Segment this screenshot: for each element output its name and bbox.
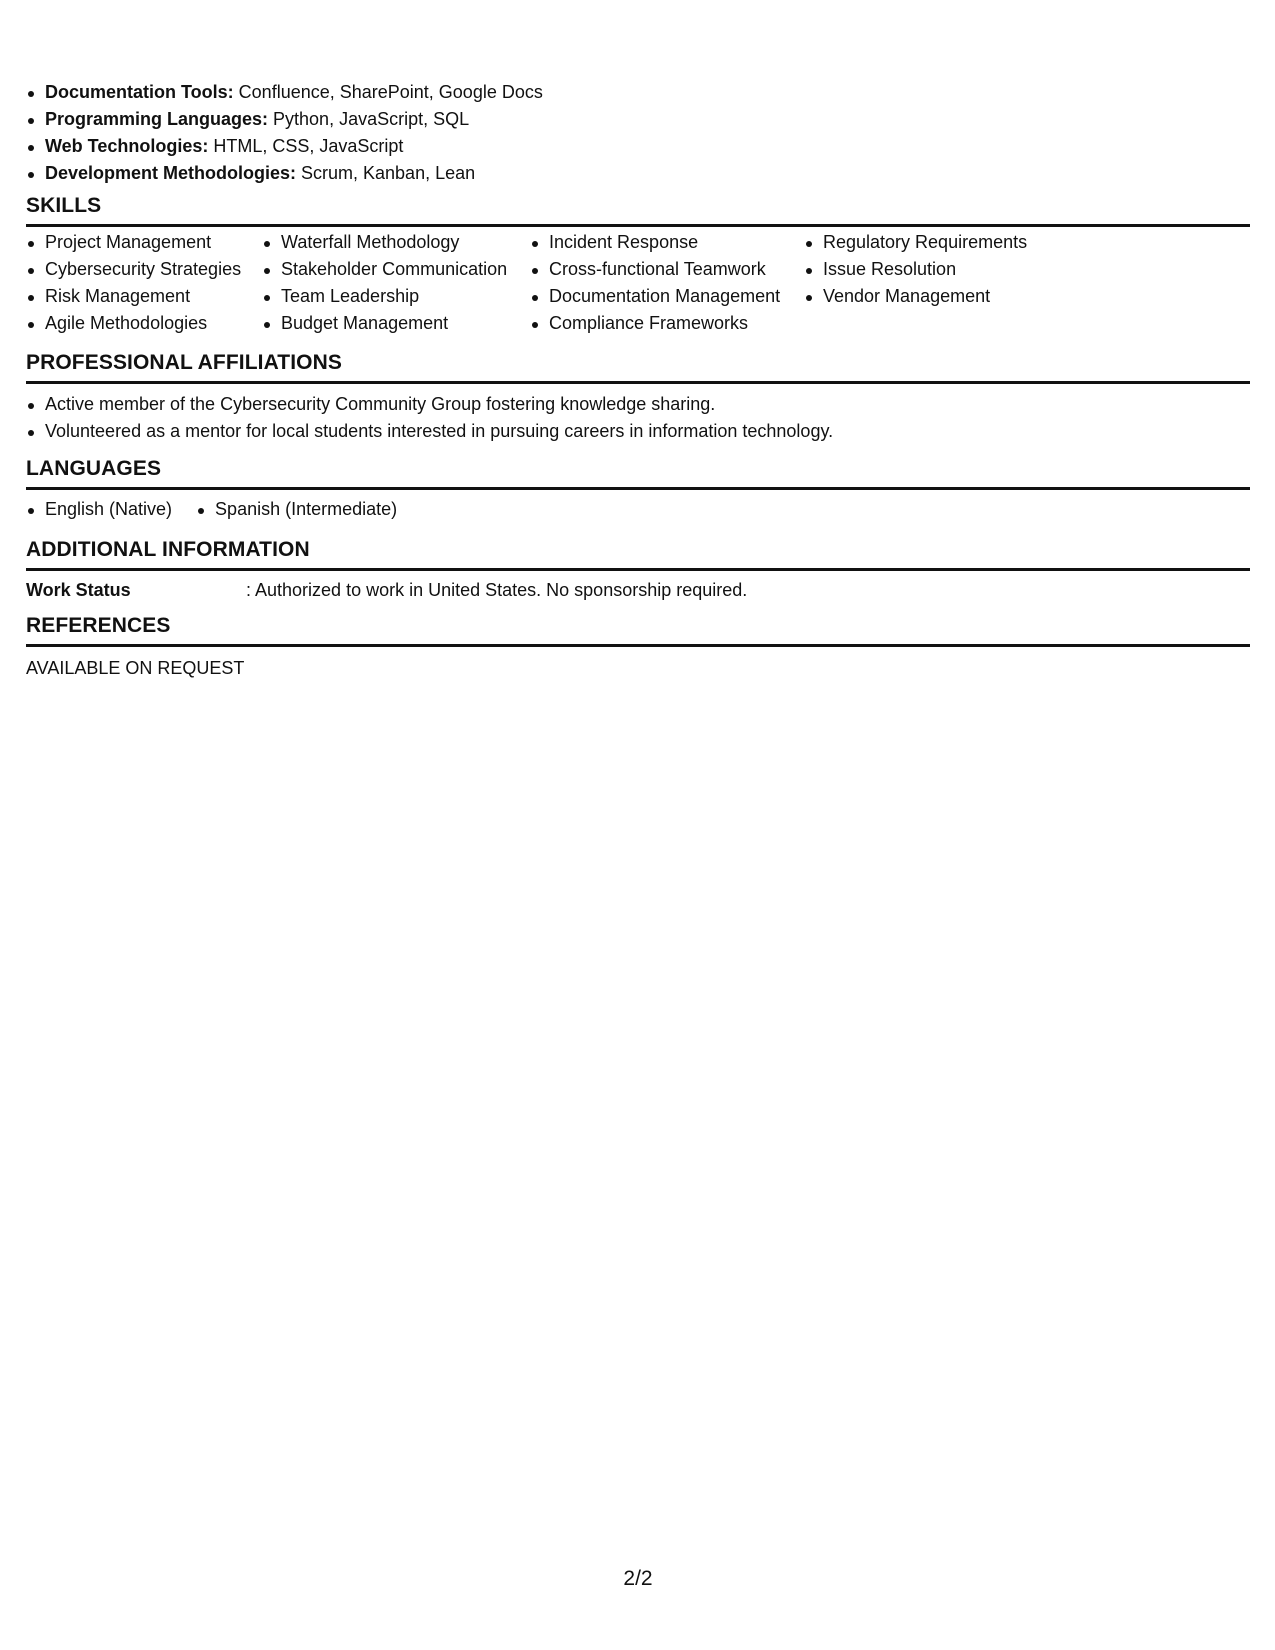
work-status-value: : Authorized to work in United States. No sponsorship required. <box>246 580 748 600</box>
tools-item: Web Technologies: HTML, CSS, JavaScript <box>26 133 543 160</box>
skill-item: Cybersecurity Strategies <box>26 256 241 283</box>
skill-item: Team Leadership <box>262 283 507 310</box>
languages-list <box>26 496 1250 523</box>
affiliation-item: Volunteered as a mentor for local students interested in pursuing careers in information technology. <box>26 418 1250 445</box>
work-status-label: Work Status <box>26 580 131 600</box>
resume-page <box>26 0 1250 1650</box>
tools-item: Programming Languages: Python, JavaScript, SQL <box>26 106 543 133</box>
affiliation-item: Active member of the Cybersecurity Community Group fostering knowledge sharing. <box>26 391 1250 418</box>
skill-item: Compliance Frameworks <box>530 310 780 337</box>
tools-item: Documentation Tools: Confluence, SharePoint, Google Docs <box>26 79 543 106</box>
skills-heading: SKILLS <box>26 193 1250 227</box>
skill-item: Waterfall Methodology <box>262 229 507 256</box>
language-item: Spanish (Intermediate) <box>196 496 397 523</box>
skill-item: Project Management <box>26 229 241 256</box>
references-section <box>26 613 1250 682</box>
references-text: AVAILABLE ON REQUEST <box>26 658 245 678</box>
languages-heading: LANGUAGES <box>26 456 1250 490</box>
references-heading: REFERENCES <box>26 613 1250 647</box>
skill-item: Incident Response <box>530 229 780 256</box>
skill-item: Vendor Management <box>804 283 1027 310</box>
skill-item: Agile Methodologies <box>26 310 241 337</box>
skill-item: Regulatory Requirements <box>804 229 1027 256</box>
skill-item: Cross-functional Teamwork <box>530 256 780 283</box>
skill-item: Issue Resolution <box>804 256 1027 283</box>
page-number: 2/2 <box>623 1567 653 1590</box>
additional-info-section <box>26 537 1250 604</box>
skills-column-2 <box>262 229 507 337</box>
skills-grid <box>26 229 1250 345</box>
tools-item: Development Methodologies: Scrum, Kanban, Lean <box>26 160 543 187</box>
technical-tools-list <box>26 79 543 187</box>
affiliations-section <box>26 350 1250 445</box>
skills-section <box>26 193 1250 333</box>
language-item: English (Native) <box>26 496 172 523</box>
affiliations-heading: PROFESSIONAL AFFILIATIONS <box>26 350 1250 384</box>
skill-item: Documentation Management <box>530 283 780 310</box>
skill-item: Risk Management <box>26 283 241 310</box>
skills-column-1 <box>26 229 241 337</box>
skill-item: Budget Management <box>262 310 507 337</box>
work-status-row <box>26 577 1250 604</box>
skill-item: Stakeholder Communication <box>262 256 507 283</box>
languages-section <box>26 456 1250 523</box>
skills-column-3 <box>530 229 780 337</box>
additional-info-heading: ADDITIONAL INFORMATION <box>26 537 1250 571</box>
affiliations-list <box>26 391 1250 445</box>
skills-column-4 <box>804 229 1027 310</box>
